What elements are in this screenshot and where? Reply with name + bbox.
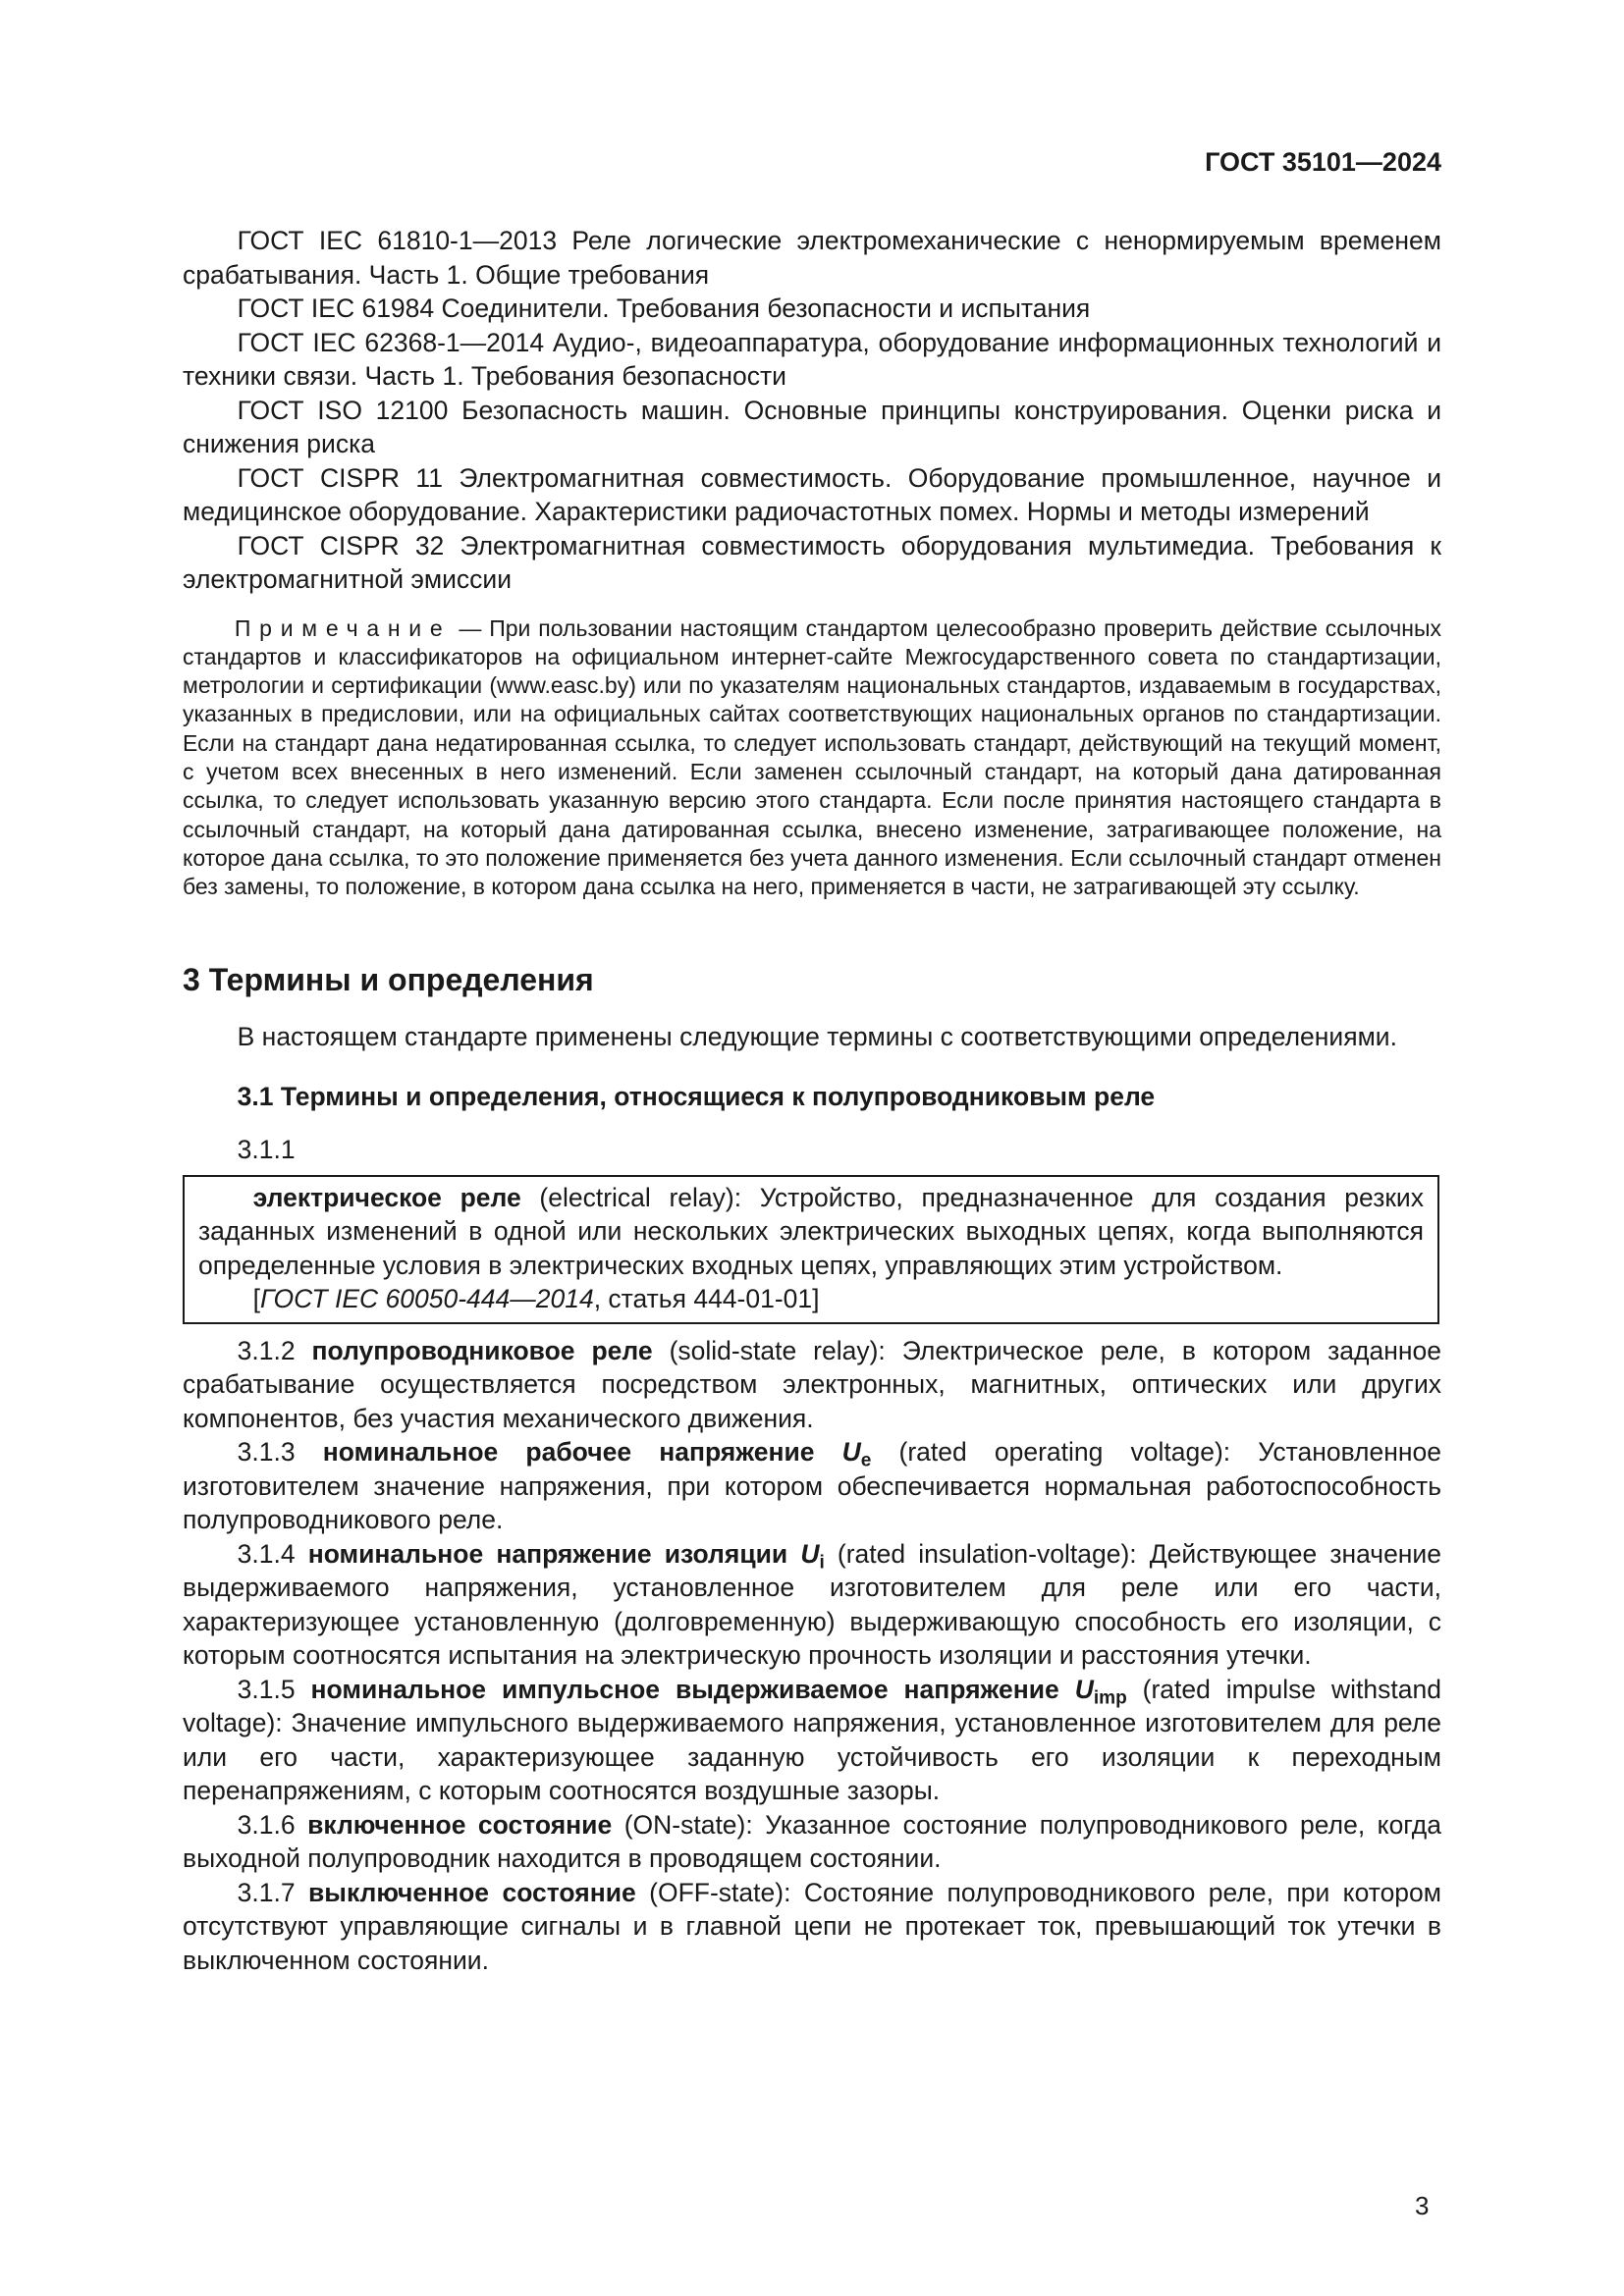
terms-list — [183, 1334, 1441, 1978]
term-symbol: U — [800, 1538, 820, 1569]
note-paragraph — [183, 614, 1441, 902]
term-name: номинальное напряжение изоляции — [307, 1538, 788, 1569]
term-313: 3.1.3 номинальное рабочее напряжение $U_e$ (rated operating voltage): Установленное изготовителем значение напряжения, при котором обеспечивается нормальная работоспособность полупроводникового реле. — [183, 1437, 1441, 1535]
term-definition: (electrical relay): Устройство, предназначенное для создания резких заданных изменений в одной или нескольких электрических выходных цепях, когда выполняются определенные условия в электрических входных цепях, управляющих этим устройством. — [198, 1182, 1424, 1280]
term-316: 3.1.6 включенное состояние (ON-state): Указанное состояние полупроводникового реле, когда выходной полупроводник находится в проводящем состоянии. — [183, 1809, 1441, 1874]
term-symbol-subscript: i — [819, 1552, 825, 1574]
note-text: — При пользовании настоящим стандартом целесообразно проверить действие ссылочных стандартов и классификаторов на официальном интернет-сайте Межгосударственного совета по стандартизации, метрологии и сертификации (www.easc.by) или по указателям национальных стандартов, издаваемым в государствах, указанных в предисловии, или на официальных сайтах соответствующих национальных органов по стандартизации. Если на стандарт дана недатированная ссылка, то следует использовать стандарт, действующий на текущий момент, с учетом всех внесенных в него изменений. Если заменен ссылочный стандарт, на который дана датированная ссылка, то следует использовать указанную версию этого стандарта. Если после принятия настоящего стандарта в ссылочный стандарт, на который дана датированная ссылка, внесено изменение, затрагивающее положение, на которое дана ссылка, то это положение применяется без учета данного изменения. Если ссылочный стандарт отменен без замены, то положение, в котором дана ссылка на него, применяется в части, не затрагивающей эту ссылку. — [183, 614, 1441, 900]
term-315: 3.1.5 номинальное импульсное выдерживаемое напряжение $U_{imp}$ (rated impulse withstand voltage): Значение импульсного выдерживаемого напряжения, установленное изготовителем для реле или его части, характеризующее заданную устойчивость его изоляции к переходным перенапряжениям, с которым соотносятся воздушные зазоры. — [183, 1674, 1441, 1806]
term-311-definition — [198, 1181, 1424, 1283]
term-311-source: [ГОСТ IEC 60050-444—2014, статья 444-01-01] — [252, 1284, 820, 1314]
term-symbol: U — [1074, 1674, 1094, 1704]
term-name: полупроводниковое реле — [311, 1335, 653, 1365]
page-content — [183, 224, 1441, 1977]
term-definition-box — [183, 1175, 1439, 1324]
term-317: 3.1.7 выключенное состояние (OFF-state): Состояние полупроводникового реле, при котором отсутствуют управляющие сигналы и в главной цепи не протекает ток, превышающий ток утечки в выключенном состоянии. — [183, 1877, 1441, 1975]
reference-item: ГОСТ IEC 61810-1—2013 Реле логические электромеханические с ненормируемым временем срабатывания. Часть 1. Общие требования — [183, 226, 1441, 290]
term-314: 3.1.4 номинальное напряжение изоляции $U_i$ (rated insulation-voltage): Действующее значение выдерживаемого напряжения, установленное изготовителем для реле или его части, характеризующее установленную (долговременную) выдерживающую способность его изоляции, с которым соотносятся испытания на электрическую прочность изоляции и расстояния утечки. — [183, 1538, 1441, 1671]
section-title: 3 Термины и определения — [183, 962, 594, 998]
source-reference: ГОСТ IEC 60050-444—2014 — [260, 1284, 594, 1314]
reference-item: ГОСТ CISPR 11 Электромагнитная совместимость. Оборудование промышленное, научное и медицинское оборудование. Характеристики радиочастотных помех. Нормы и методы измерений — [183, 462, 1441, 526]
page-number: 3 — [1415, 2191, 1430, 2220]
note-label: Примечание — [234, 614, 452, 641]
term-name: электрическое реле — [252, 1182, 521, 1212]
document-id-header: ГОСТ 35101—2024 — [1205, 147, 1441, 177]
term-name: включенное состояние — [307, 1809, 613, 1840]
subsection-title: 3.1 Термины и определения, относящиеся к полупроводниковым реле — [237, 1081, 1156, 1111]
term-312: 3.1.2 полупроводниковое реле (solid-state relay): Электрическое реле, в котором заданное срабатывание осуществляется посредством электронных, магнитных, оптических или других компонентов, без участия механического движения. — [183, 1335, 1441, 1433]
term-number: 3.1.1 — [237, 1135, 296, 1165]
term-name: номинальное импульсное выдерживаемое напряжение — [310, 1674, 1059, 1704]
reference-item: ГОСТ ISO 12100 Безопасность машин. Основные принципы конструирования. Оценки риска и снижения риска — [183, 395, 1441, 458]
term-name: выключенное состояние — [308, 1877, 636, 1907]
reference-item: ГОСТ CISPR 32 Электромагнитная совместимость оборудования мультимедиа. Требования к электромагнитной эмиссии — [183, 530, 1441, 594]
term-name: номинальное рабочее напряжение — [322, 1437, 815, 1468]
term-symbol-subscript: e — [860, 1451, 872, 1472]
term-symbol-subscript: imp — [1093, 1687, 1127, 1709]
normative-references-list — [183, 224, 1441, 597]
reference-item: ГОСТ IEC 62368-1—2014 Аудио-, видеоаппаратура, оборудование информационных технологий и техники связи. Часть 1. Требования безопасности — [183, 327, 1441, 391]
term-symbol: U — [841, 1437, 861, 1468]
section-intro: В настоящем стандарте применены следующие термины с соответствующими определениями. — [237, 1022, 1397, 1052]
reference-item: ГОСТ IEC 61984 Соединители. Требования безопасности и испытания — [237, 294, 1091, 323]
